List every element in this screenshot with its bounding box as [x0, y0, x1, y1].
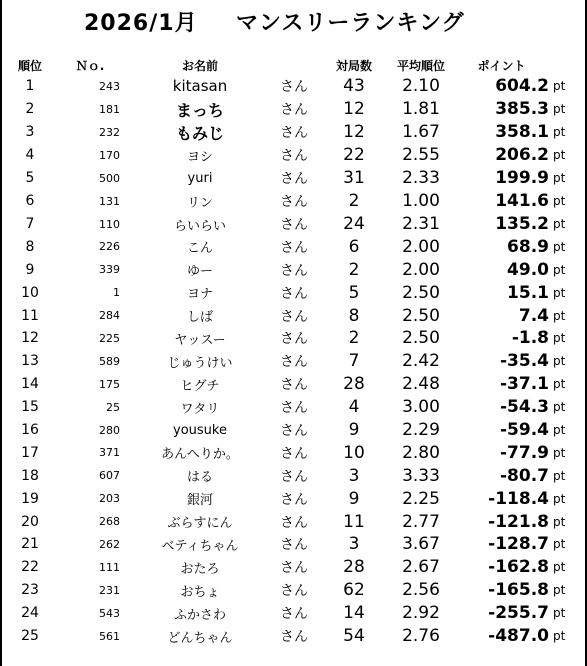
games-cell: 4 [348, 397, 360, 418]
games-cell: 9 [348, 420, 360, 441]
honorific-cell: さん [280, 537, 308, 554]
points-cell: -35.4 [500, 351, 549, 372]
unit-cell: pt [553, 262, 566, 277]
unit-cell: pt [553, 194, 566, 209]
header-unit-spacer [553, 55, 587, 75]
avg-rank-cell: 2.67 [402, 557, 440, 578]
name-cell: じゅうけい [167, 355, 233, 371]
points-cell: -59.4 [500, 420, 549, 441]
rank-cell: 25 [21, 628, 39, 645]
name-cell: しば [186, 310, 213, 326]
member-no-cell: 243 [99, 79, 120, 93]
name-cell: yousuke [173, 422, 227, 438]
points-cell: 135.2 [495, 214, 549, 234]
rank-cell: 20 [21, 513, 39, 530]
honorific-cell: さん [280, 262, 308, 279]
honorific-cell: さん [280, 491, 308, 508]
games-cell: 12 [343, 99, 365, 120]
points-cell: 385.3 [495, 99, 549, 120]
unit-cell: pt [553, 79, 566, 94]
rank-cell: 13 [21, 353, 39, 370]
avg-rank-cell: 2.77 [402, 511, 440, 532]
table-row [0, 213, 587, 236]
member-no-cell: 284 [99, 309, 120, 323]
rank-cell: 15 [21, 399, 39, 416]
rank-cell: 23 [21, 582, 39, 599]
member-no-cell: 543 [99, 606, 120, 620]
honorific-cell: さん [280, 79, 308, 96]
name-cell: こん [186, 241, 213, 257]
unit-cell: pt [553, 125, 566, 140]
name-cell: リン [186, 195, 213, 211]
rank-cell: 16 [21, 422, 39, 439]
header-name: お名前 [181, 58, 218, 73]
points-cell: -37.1 [500, 374, 549, 395]
avg-rank-cell: 2.56 [402, 580, 440, 601]
avg-rank-cell: 2.92 [402, 603, 440, 624]
honorific-cell: さん [280, 400, 308, 417]
member-no-cell: 371 [99, 446, 120, 460]
member-no-cell: 203 [99, 492, 120, 506]
avg-rank-cell: 2.80 [402, 442, 440, 463]
table-row [0, 487, 587, 510]
name-cell: ヨシ [186, 149, 213, 165]
table-row [0, 258, 587, 281]
unit-cell: pt [553, 445, 566, 460]
rank-cell: 1 [25, 78, 35, 95]
games-cell: 43 [343, 76, 365, 97]
member-no-cell: 110 [99, 217, 120, 231]
table-row [0, 579, 587, 602]
points-cell: -255.7 [488, 603, 549, 624]
games-cell: 5 [348, 282, 360, 303]
points-cell: 68.9 [507, 236, 549, 257]
table-row [0, 121, 587, 144]
table-row [0, 556, 587, 579]
points-cell: 358.1 [495, 122, 549, 143]
table-row [0, 144, 587, 167]
rank-cell: 4 [25, 147, 35, 164]
points-cell: 206.2 [495, 145, 549, 166]
ranking-table [0, 55, 587, 647]
games-cell: 22 [343, 145, 365, 166]
games-cell: 6 [348, 236, 360, 257]
honorific-cell: さん [280, 560, 308, 577]
name-cell: kitasan [172, 77, 228, 96]
points-cell: -121.8 [488, 511, 549, 532]
games-cell: 9 [348, 488, 360, 509]
rank-cell: 22 [21, 559, 39, 576]
avg-rank-cell: 3.67 [402, 534, 440, 555]
name-cell: あんへりか。 [161, 447, 239, 463]
name-cell: どんちゃん [167, 630, 233, 646]
unit-cell: pt [553, 308, 566, 323]
honorific-cell: さん [280, 171, 308, 188]
name-cell: まっち [175, 100, 224, 120]
honorific-cell: さん [280, 354, 308, 371]
table-row [0, 281, 587, 304]
games-cell: 8 [348, 305, 360, 326]
unit-cell: pt [553, 560, 566, 575]
table-row [0, 98, 587, 121]
honorific-cell: さん [280, 148, 308, 165]
honorific-cell: さん [280, 239, 308, 256]
avg-rank-cell: 2.29 [402, 420, 440, 441]
rank-cell: 18 [21, 467, 39, 484]
unit-cell: pt [553, 285, 566, 300]
header-no: Ｎｏ. [75, 58, 105, 73]
member-no-cell: 226 [99, 240, 120, 254]
points-cell: 49.0 [507, 259, 549, 280]
unit-cell: pt [553, 239, 566, 254]
member-no-cell: 111 [99, 560, 120, 574]
table-row [0, 533, 587, 556]
ranking-rows [0, 75, 587, 647]
games-cell: 10 [343, 442, 365, 463]
points-cell: -1.8 [511, 328, 549, 349]
member-no-cell: 232 [99, 125, 120, 139]
points-cell: 7.4 [518, 305, 549, 326]
member-no-cell: 607 [99, 469, 120, 483]
member-no-cell: 280 [99, 423, 120, 437]
unit-cell: pt [553, 423, 566, 438]
name-cell: はる [186, 470, 213, 486]
rank-cell: 8 [25, 238, 35, 255]
avg-rank-cell: 3.33 [402, 465, 440, 486]
games-cell: 2 [348, 191, 360, 212]
table-row [0, 167, 587, 190]
name-cell: もみじ [175, 123, 224, 143]
name-cell: ゆー [186, 264, 213, 280]
honorific-cell: さん [280, 423, 308, 440]
avg-rank-cell: 2.50 [402, 282, 440, 303]
table-row [0, 396, 587, 419]
name-cell: らいらい [173, 218, 226, 234]
points-cell: 604.2 [495, 76, 549, 97]
unit-cell: pt [553, 491, 566, 506]
avg-rank-cell: 3.00 [402, 397, 440, 418]
points-cell: 199.9 [495, 168, 549, 189]
table-row [0, 510, 587, 533]
title-label: マンスリーランキング [236, 11, 465, 36]
member-no-cell: 175 [99, 377, 120, 391]
header-points: ポイント [477, 58, 526, 73]
rank-cell: 5 [25, 170, 35, 187]
table-row [0, 350, 587, 373]
member-no-cell: 181 [99, 102, 120, 116]
honorific-cell: さん [280, 285, 308, 302]
table-row [0, 419, 587, 442]
avg-rank-cell: 2.42 [402, 351, 440, 372]
unit-cell: pt [553, 102, 566, 117]
header-honorific-spacer [280, 55, 320, 75]
avg-rank-cell: 2.25 [402, 488, 440, 509]
unit-cell: pt [553, 377, 566, 392]
rank-cell: 17 [21, 444, 39, 461]
table-row [0, 327, 587, 350]
unit-cell: pt [553, 468, 566, 483]
honorific-cell: さん [280, 308, 308, 325]
name-cell: おちょ [180, 584, 220, 600]
rank-cell: 2 [25, 101, 35, 118]
honorific-cell: さん [280, 217, 308, 233]
games-cell: 7 [348, 351, 360, 372]
games-cell: 2 [348, 328, 360, 349]
table-row [0, 373, 587, 396]
honorific-cell: さん [280, 468, 308, 485]
name-cell: 銀河 [186, 493, 213, 509]
name-cell: ワタリ [180, 401, 220, 417]
points-cell: -165.8 [488, 580, 549, 601]
rank-cell: 9 [25, 261, 35, 278]
member-no-cell: 1 [113, 286, 120, 300]
member-no-cell: 25 [106, 400, 120, 414]
name-cell: ヒグチ [180, 378, 220, 394]
avg-rank-cell: 2.50 [402, 328, 440, 349]
rank-cell: 21 [21, 536, 39, 553]
rank-cell: 11 [21, 307, 39, 324]
points-cell: -162.8 [488, 557, 549, 578]
points-cell: -77.9 [500, 442, 549, 463]
avg-rank-cell: 1.81 [402, 99, 440, 120]
games-cell: 31 [343, 168, 365, 189]
unit-cell: pt [553, 354, 566, 369]
rank-cell: 12 [21, 330, 39, 347]
games-cell: 14 [343, 603, 365, 624]
honorific-cell: さん [280, 194, 308, 211]
games-cell: 28 [343, 374, 365, 395]
name-cell: ぶらすにん [167, 516, 233, 532]
points-cell: -118.4 [488, 488, 549, 509]
games-cell: 62 [343, 580, 365, 601]
honorific-cell: さん [280, 514, 308, 531]
games-cell: 12 [343, 122, 365, 143]
avg-rank-cell: 2.00 [402, 236, 440, 257]
table-row [0, 464, 587, 487]
avg-rank-cell: 2.00 [402, 259, 440, 280]
header-avg: 平均順位 [396, 58, 445, 73]
table-row [0, 602, 587, 625]
table-row [0, 441, 587, 464]
table-row [0, 304, 587, 327]
name-cell: yuri [187, 170, 213, 186]
member-no-cell: 170 [99, 148, 120, 162]
member-no-cell: 339 [99, 263, 120, 277]
games-cell: 3 [348, 534, 360, 555]
honorific-cell: さん [280, 583, 308, 600]
games-cell: 54 [343, 626, 365, 647]
games-cell: 28 [343, 557, 365, 578]
points-cell: 141.6 [495, 191, 549, 212]
points-cell: -128.7 [488, 534, 549, 555]
title-year-month: 2026/1月 [84, 11, 198, 36]
honorific-cell: さん [280, 125, 308, 142]
games-cell: 2 [348, 259, 360, 280]
name-cell: ヨナ [186, 287, 213, 303]
member-no-cell: 231 [99, 583, 120, 597]
unit-cell: pt [553, 148, 566, 163]
games-cell: 11 [343, 511, 365, 532]
member-no-cell: 561 [99, 629, 120, 643]
honorific-cell: さん [280, 606, 308, 623]
avg-rank-cell: 2.50 [402, 305, 440, 326]
games-cell: 24 [343, 214, 365, 234]
table-row [0, 235, 587, 258]
rank-cell: 14 [21, 376, 39, 393]
header-games: 対局数 [335, 58, 372, 73]
avg-rank-cell: 2.76 [402, 626, 440, 647]
honorific-cell: さん [280, 331, 308, 348]
unit-cell: pt [553, 514, 566, 529]
name-cell: おたろ [180, 561, 220, 577]
honorific-cell: さん [280, 445, 308, 462]
member-no-cell: 589 [99, 354, 120, 368]
rank-cell: 6 [25, 193, 35, 210]
member-no-cell: 225 [99, 331, 120, 345]
table-row [0, 190, 587, 213]
table-row [0, 75, 587, 98]
name-cell: ふかさわ [173, 607, 226, 623]
avg-rank-cell: 1.67 [402, 122, 440, 143]
rank-cell: 3 [25, 124, 35, 141]
honorific-cell: さん [280, 102, 308, 119]
unit-cell: pt [553, 331, 566, 346]
unit-cell: pt [553, 171, 566, 186]
unit-cell: pt [553, 629, 566, 644]
member-no-cell: 131 [99, 194, 120, 208]
rank-cell: 7 [25, 216, 35, 232]
points-cell: -487.0 [488, 626, 549, 647]
member-no-cell: 268 [99, 515, 120, 529]
honorific-cell: さん [280, 629, 308, 646]
avg-rank-cell: 1.00 [402, 191, 440, 212]
rank-cell: 24 [21, 605, 39, 622]
avg-rank-cell: 2.10 [402, 76, 440, 97]
points-cell: -54.3 [500, 397, 549, 418]
unit-cell: pt [553, 537, 566, 552]
name-cell: ベティちゃん [161, 538, 239, 554]
games-cell: 3 [348, 465, 360, 486]
unit-cell: pt [553, 606, 566, 621]
member-no-cell: 500 [99, 171, 120, 185]
points-cell: 15.1 [507, 282, 549, 303]
table-header-row [0, 55, 587, 75]
table-row [0, 625, 587, 648]
avg-rank-cell: 2.48 [402, 374, 440, 395]
avg-rank-cell: 2.31 [402, 214, 440, 234]
avg-rank-cell: 2.55 [402, 145, 440, 166]
avg-rank-cell: 2.33 [402, 168, 440, 189]
rank-cell: 10 [21, 284, 39, 301]
unit-cell: pt [553, 400, 566, 415]
unit-cell: pt [553, 217, 566, 231]
points-cell: -80.7 [500, 465, 549, 486]
honorific-cell: さん [280, 377, 308, 394]
rank-cell: 19 [21, 490, 39, 507]
unit-cell: pt [553, 583, 566, 598]
name-cell: ヤッスー [174, 332, 226, 348]
member-no-cell: 262 [99, 537, 120, 551]
header-rank: 順位 [17, 58, 42, 73]
